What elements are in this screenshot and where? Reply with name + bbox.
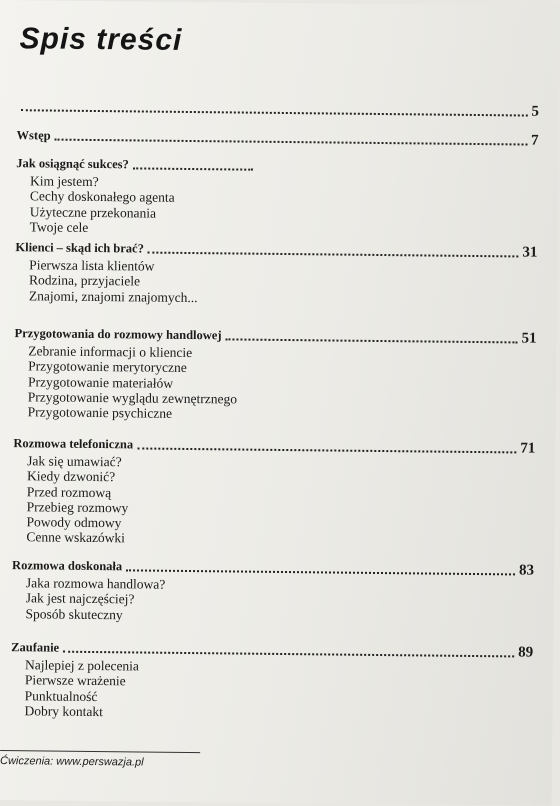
toc-section (12, 436, 535, 550)
toc-page-number: 7 (530, 132, 539, 149)
leader-dots (226, 337, 518, 343)
leader-dots (133, 166, 253, 170)
leader-dots (21, 108, 528, 116)
toc-page-number: 71 (520, 440, 536, 457)
toc-item: Jak jest najczęściej? (25, 590, 135, 607)
toc-section (14, 326, 537, 425)
leader-dots (137, 446, 516, 453)
toc-item: Pierwsze wrażenie (24, 672, 126, 689)
toc-item: Powody odmowy (26, 514, 122, 531)
toc-item: Cenne wskazówki (26, 529, 126, 546)
toc-item: Rodzina, przyjaciele (28, 272, 141, 289)
toc-item: Jak się umawiać? (27, 453, 122, 470)
toc-page-number: 89 (518, 644, 534, 661)
toc-section (11, 558, 534, 626)
toc-section-title: Wstęp (16, 128, 51, 143)
toc-item: Sposób skuteczny (25, 605, 123, 622)
page-footer (0, 750, 200, 769)
toc-section (16, 156, 539, 240)
toc-item: Twoje cele (29, 219, 89, 235)
toc-section (17, 128, 539, 148)
toc-item: Przygotowanie psychiczne (27, 404, 173, 422)
toc-item: Zebranie informacji o kliencie (28, 343, 193, 361)
toc-section-title: Rozmowa telefoniczna (13, 436, 134, 452)
toc-section-title: Klienci – skąd ich brać? (15, 240, 144, 256)
toc-item: Punktualność (24, 687, 98, 704)
toc-item: Kim jestem? (30, 173, 99, 190)
leader-dots (126, 568, 515, 575)
toc-section-title: Zaufanie (11, 640, 60, 655)
toc-section (10, 640, 533, 724)
toc-item: Przygotowanie merytoryczne (28, 358, 187, 376)
toc-section-title: Jak osiągnąć sukces? (16, 156, 129, 172)
page-title: Spis treści (19, 22, 183, 57)
toc-page-number: 83 (518, 562, 535, 579)
toc-item: Kiedy dzwonić? (26, 468, 116, 485)
leader-dots (55, 138, 527, 146)
toc-item: Dobry kontakt (24, 703, 104, 720)
toc-page-number: 5 (531, 103, 539, 120)
toc-item: Jaka rozmowa handlowa? (25, 575, 166, 592)
toc-item: Najlepiej z polecenia (24, 657, 140, 674)
toc-item: Cechy doskonałego agenta (29, 188, 175, 206)
toc-page-number: 51 (521, 330, 537, 347)
toc-item: Znajomi, znajomi znajomych... (28, 287, 198, 305)
footer-label: Ćwiczenia: (0, 755, 54, 768)
toc-section-title: Przygotowania do rozmowy handlowej (14, 326, 222, 343)
leader-dots (148, 251, 519, 258)
toc-page-number: 31 (522, 244, 538, 261)
footer-url: www.perswazja.pl (56, 755, 144, 769)
toc-section-title: Rozmowa doskonała (12, 558, 123, 574)
toc-section (15, 240, 538, 308)
toc-item: Przebieg rozmowy (26, 499, 129, 516)
toc-item: Przygotowanie materiałów (27, 373, 174, 391)
toc-item: Przygotowanie wyglądu zewnętrznego (27, 389, 238, 407)
toc-item: Przed rozmową (26, 483, 112, 500)
toc-top-entry (17, 98, 539, 120)
toc-item: Pierwsza lista klientów (29, 257, 155, 274)
leader-dots (63, 650, 514, 658)
toc-item: Użyteczne przekonania (29, 203, 157, 221)
